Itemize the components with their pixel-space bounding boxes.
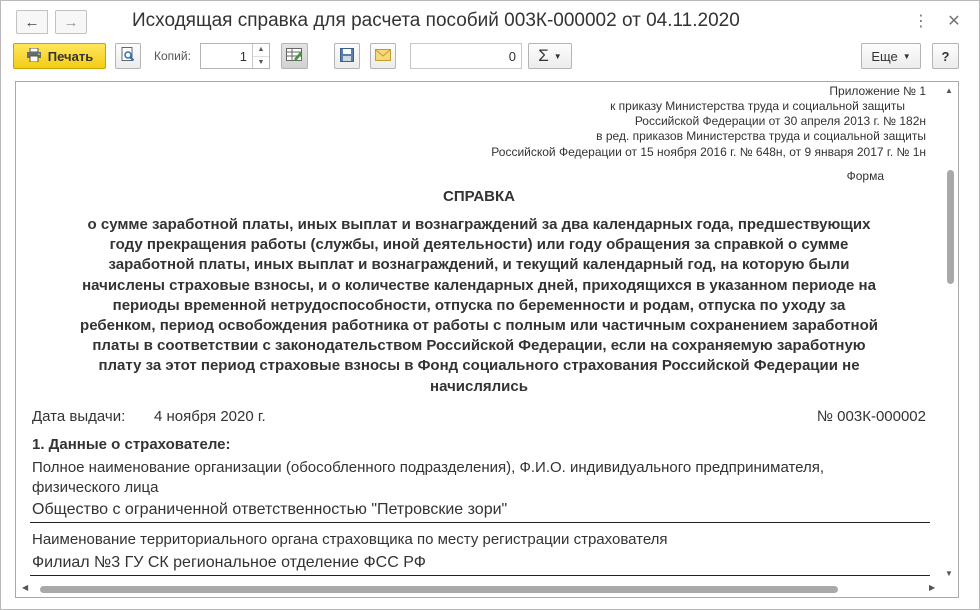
field-underline	[30, 522, 930, 523]
edit-table-icon	[286, 47, 303, 65]
forward-button[interactable]	[55, 10, 87, 34]
appendix-line: Российской Федерации от 15 ноября 2016 г. № 648н, от 9 января 2017 г. № 1н	[491, 145, 926, 159]
subheading-line: году прекращения работы (службы, иной деятельности) или году обращения за справкой о сумме	[109, 236, 849, 254]
envelope-icon	[375, 49, 391, 64]
printer-icon	[26, 48, 42, 65]
subheading-line: о сумме заработной платы, иных выплат и вознаграждений за два календарных года, предшествующих	[87, 216, 871, 233]
subheading-line: начислялись	[430, 377, 528, 395]
toolbar	[1, 43, 979, 73]
scroll-left-icon[interactable]: ◀	[22, 583, 29, 592]
subheading-line: заработной платы, иных выплат и вознаграждений, и текущий календарный год, на которую были	[108, 256, 850, 274]
sum-field-value: 0	[508, 49, 516, 64]
scroll-up-icon[interactable]: ▲	[945, 86, 953, 95]
horizontal-scrollbar[interactable]	[16, 581, 958, 597]
scroll-down-icon[interactable]: ▼	[945, 569, 953, 578]
document-page	[16, 82, 942, 582]
vertical-scrollbar[interactable]	[942, 82, 958, 582]
send-email-button[interactable]	[370, 43, 396, 69]
title-bar	[1, 1, 979, 41]
copies-spin[interactable]	[252, 44, 269, 68]
vertical-scroll-thumb[interactable]	[947, 170, 954, 284]
horizontal-scroll-thumb[interactable]	[40, 586, 838, 593]
chevron-down-icon[interactable]: ▼	[257, 58, 265, 66]
more-vert-icon[interactable]: ⋮	[913, 13, 929, 30]
field-underline	[30, 575, 930, 576]
arrow-right-icon: →	[63, 13, 79, 31]
org-name-caption: физического лица	[32, 479, 159, 496]
spreadsheet-document[interactable]	[15, 81, 959, 598]
appendix-line: Приложение № 1	[829, 84, 926, 98]
save-button[interactable]	[334, 43, 360, 69]
issue-date-value: 4 ноября 2020 г.	[154, 408, 266, 425]
section-title: 1. Данные о страхователе:	[32, 436, 231, 453]
more-button[interactable]	[861, 43, 921, 69]
org-name-value: Общество с ограниченной ответственностью "Петровские зори"	[32, 501, 508, 518]
preview-button[interactable]	[115, 43, 141, 69]
appendix-line: в ред. приказов Министерства труда и социальной защиты	[596, 129, 926, 143]
document-number: № 003К-000002	[816, 408, 926, 425]
territorial-body-value: Филиал №3 ГУ СК региональное отделение ФСС РФ	[32, 554, 426, 571]
appendix-line: к приказу Министерства труда и социальной защиты	[610, 99, 905, 113]
preview-icon	[121, 47, 135, 65]
subheading-line: периоды временной нетрудоспособности, отпуска по беременности и родам, отпуска по уходу за	[112, 296, 846, 314]
subheading-line: ребенком, период освобождения работника от работы с полным или частичным сохранением заработной	[80, 317, 878, 335]
appendix-line: Российской Федерации от 30 апреля 2013 г. № 182н	[634, 114, 926, 128]
subheading-line: плату за этот период страховые взносы в Фонд социального страхования Российской Федерации не	[98, 357, 860, 375]
sum-field[interactable]	[410, 43, 522, 69]
subheading-line: начислены страховые взносы, и о количестве календарных дней, приходящихся в указанном периоде на	[82, 276, 876, 294]
help-icon: ?	[941, 48, 950, 64]
print-button-label: Печать	[47, 48, 94, 64]
document-heading: СПРАВКА	[443, 188, 515, 205]
sum-function-dropdown[interactable]	[528, 43, 572, 69]
back-button[interactable]	[16, 10, 48, 34]
help-button[interactable]	[932, 43, 959, 69]
more-button-label: Еще	[871, 48, 898, 64]
org-name-caption: Полное наименование организации (обособленного подразделения), Ф.И.О. индивидуального предпринимателя,	[32, 459, 825, 476]
floppy-disk-icon	[340, 48, 354, 65]
print-button[interactable]	[13, 43, 106, 69]
window-title: Исходящая справка для расчета пособий 003К-000002 от 04.11.2020	[132, 10, 740, 31]
chevron-up-icon[interactable]: ▲	[253, 44, 269, 57]
chevron-down-icon: ▼	[553, 51, 562, 61]
chevron-down-icon: ▼	[902, 51, 911, 61]
issue-date-label: Дата выдачи:	[32, 408, 126, 425]
territorial-body-caption: Наименование территориального органа страховщика по месту регистрации страхователя	[32, 531, 668, 548]
scroll-right-icon[interactable]: ▶	[929, 583, 936, 592]
arrow-left-icon: ←	[24, 13, 40, 31]
edit-mode-button[interactable]	[281, 43, 308, 69]
close-icon[interactable]: ✕	[947, 13, 961, 30]
copies-label: Копий:	[154, 49, 191, 63]
document-subheading	[16, 215, 942, 397]
form-label: Форма	[846, 169, 884, 183]
copies-value[interactable]: 1	[239, 49, 247, 64]
subheading-line: платы в соответствии с законодательством Российской Федерации, если на сохраняемую заработную	[92, 337, 866, 355]
copies-stepper[interactable]	[200, 43, 270, 69]
sigma-icon: Σ	[538, 46, 549, 65]
